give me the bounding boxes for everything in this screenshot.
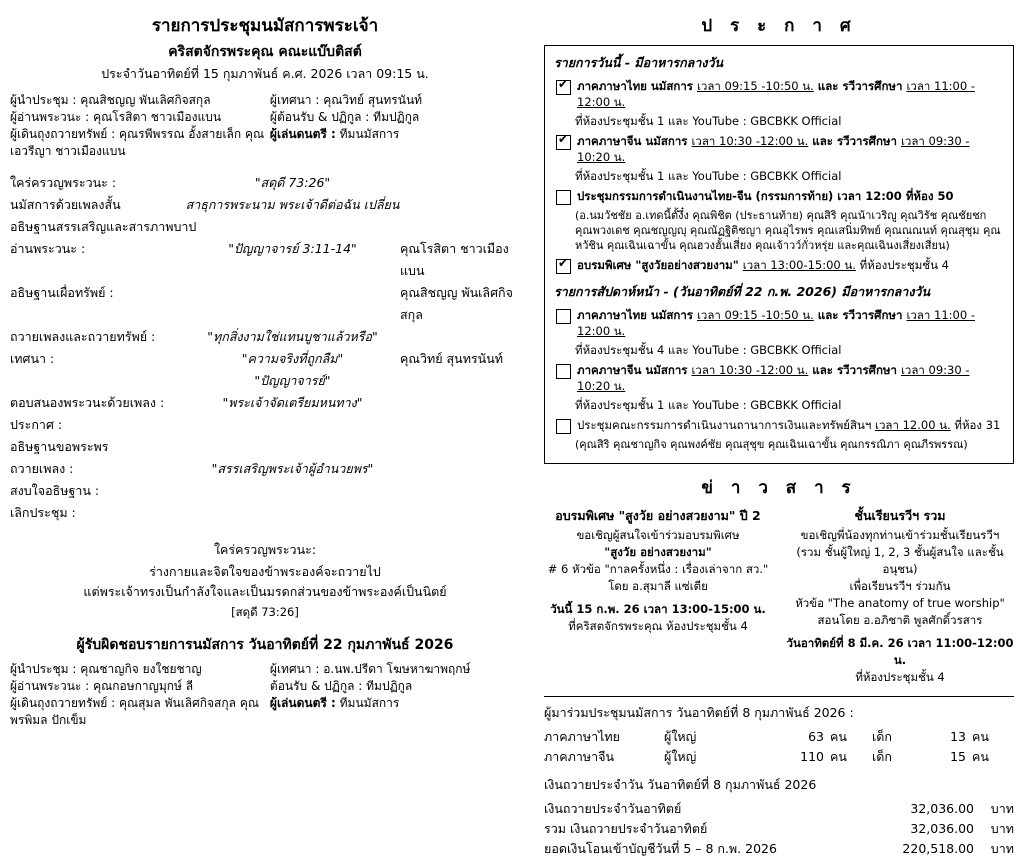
attendance-language: ภาคภาษาจีน <box>544 749 615 764</box>
program-row <box>10 172 520 194</box>
role-label: ผู้เดินถุงถวายทรัพย์ : <box>10 127 116 141</box>
announcement-item[interactable] <box>554 307 1004 339</box>
news-title: อบรมพิเศษ "สูงวัย อย่างสวยงาม" ปี 2 <box>555 508 761 523</box>
announcement-subtext: ที่ห้องประชุมชั้น 1 และ YouTube : GBCBKK Official <box>575 398 842 412</box>
news-line: ขอเชิญผู้สนใจเข้าร่วมอบรมพิเศษ <box>576 528 740 542</box>
announcements-heading: ป ร ะ ก า ศ <box>701 16 857 36</box>
program-label: เลิกประชุม : <box>10 505 76 520</box>
attendance-group: ผู้ใหญ่ <box>664 729 697 744</box>
role-label: ผู้เทศนา : <box>269 93 320 107</box>
offering-unit: บาท <box>990 821 1014 836</box>
program-detail: "ปัญญาจารย์" <box>254 373 331 388</box>
offering-row <box>544 839 1014 859</box>
church-name: คริสตจักรพระคุณ คณะแบ๊บติสต์ <box>168 44 362 60</box>
program-row <box>10 436 520 458</box>
offering-label: ยอดเงินโอนเข้าบัญชีวันที่ 5 – 8 ก.พ. 2026 <box>544 841 777 856</box>
offering-value: 32,036.00 <box>910 821 974 836</box>
attendance-row <box>544 747 1014 767</box>
announcement-text: และ รวีวารศึกษา <box>813 308 907 322</box>
news-title: ชั้นเรียนรวีฯ รวม <box>854 508 946 523</box>
role-label: ผู้นำประชุม : <box>10 662 77 676</box>
program-label: สงบใจอธิษฐาน : <box>10 483 100 498</box>
program-person: คุณวิทย์ สุนทรนันท์ <box>400 351 503 366</box>
role-row <box>10 109 520 126</box>
role-value: คุณโรสิตา ชาวเมืองแบน <box>93 110 222 124</box>
role-row <box>10 695 520 729</box>
offering-head: เงินถวายประจำวัน วันอาทิตย์ที่ 8 กุมภาพันธ์ 2026 <box>544 777 817 792</box>
news-line: เพื่อเรียนรวีฯ ร่วมกัน <box>849 579 951 593</box>
role-label: ผู้นำประชุม : <box>10 93 77 107</box>
offering-row <box>544 819 1014 839</box>
program-label: เทศนา : <box>10 351 55 366</box>
program-row <box>10 194 520 216</box>
roles-today <box>10 92 520 160</box>
meditation-line-1: ร่างกายและจิตใจของข้าพระองค์จะถวายไป <box>149 564 381 579</box>
attendance-group: ผู้ใหญ่ <box>664 749 697 764</box>
announcements-box <box>544 45 1014 464</box>
announcement-time: เวลา 11:00 - 12:00 น. <box>577 79 975 109</box>
role-value: คุณชาญกิจ ยงใชยชาญ <box>80 662 202 676</box>
offering-value: 32,036.00 <box>910 801 974 816</box>
program-label: อธิษฐานสรรเสริญและสารภาพบาป <box>10 219 197 234</box>
left-column <box>0 0 530 725</box>
service-datetime: ประจำวันอาทิตย์ที่ 15 กุมภาพันธ์ ค.ศ. 2026 เวลา 09:15 น. <box>101 66 429 81</box>
role-value: ทีมนมัสการ <box>339 127 400 141</box>
role-label: ผู้อ่านพระวนะ : <box>10 679 90 693</box>
news-line: ขอเชิญพี่น้องทุกท่านเข้าร่วมชั้นเรียนรวีฯ <box>800 528 1000 542</box>
checkbox-icon[interactable] <box>556 190 571 205</box>
checkbox-icon[interactable] <box>556 259 571 274</box>
program-row <box>10 480 520 502</box>
attendance-head: ผู้มาร่วมประชุมนมัสการ วันอาทิตย์ที่ 8 กุมภาพันธ์ 2026 : <box>544 705 854 720</box>
today-schedule-head: รายการวันนี้ - มีอาหารกลางวัน <box>554 55 724 70</box>
attendance-group-2: เด็ก <box>872 749 892 764</box>
offering-unit: บาท <box>990 801 1014 816</box>
program-label: อ่านพระวนะ : <box>10 241 86 256</box>
announcement-item[interactable] <box>554 257 1004 274</box>
program-row <box>10 414 520 436</box>
attendance-unit: คน <box>830 749 847 764</box>
offering-unit: บาท <box>990 841 1014 856</box>
news-line: "สูงวัย อย่างสวยงาม" <box>604 545 712 559</box>
role-label: ผู้เทศนา : <box>269 662 320 676</box>
announcement-text: และ รวีวารศึกษา <box>813 79 907 93</box>
role-value: คุณรพีพรรณ อั้งสายเล็ก คุณเอวรีญา ชาวเมืองแบน <box>10 127 265 158</box>
news-date: วันอาทิตย์ที่ 8 มี.ค. 26 เวลา 11:00-12:00 น. <box>786 636 1014 667</box>
program-detail: "ความจริงที่ถูกลืม" <box>241 351 344 366</box>
announcement-subtext: ที่ห้องประชุมชั้น 1 และ YouTube : GBCBKK Official <box>575 114 842 128</box>
program-row <box>10 370 520 392</box>
role-value: ทีมนมัสการ <box>339 696 400 710</box>
attendance-language: ภาคภาษาไทย <box>544 729 620 744</box>
announcement-time: เวลา 09:15 -10:50 น. <box>696 79 814 93</box>
announcement-text: และ รวีวารศึกษา <box>808 134 901 148</box>
program-detail: สาธุการพระนาม พระเจ้าดีต่อฉัน เปลี่ยน <box>185 197 400 212</box>
program-label: นมัสการด้วยเพลงสั้น <box>10 197 121 212</box>
program-row <box>10 348 520 370</box>
role-label: ต้อนรับ & ปฏิกูล : <box>269 679 363 693</box>
program-detail: "พระเจ้าจัดเตรียมหนทาง" <box>222 395 363 410</box>
role-label: ผู้ต้อนรับ & ปฏิกูล : <box>269 110 370 124</box>
program-detail: "สรรเสริญพระเจ้าผู้อำนวยพร" <box>211 461 374 476</box>
role-label: ผู้เดินถุงถวายทรัพย์ : <box>10 696 116 710</box>
role-row <box>10 678 520 695</box>
program-person: คุณสิชญญ พันเลิศกิจสกุล <box>400 285 513 322</box>
news-date: วันนี้ 15 ก.พ. 26 เวลา 13:00-15:00 น. <box>550 602 766 616</box>
announcement-text: และ รวีวารศึกษา <box>808 363 901 377</box>
attendance-unit: คน <box>830 729 847 744</box>
program-detail: "ทุกสิ่งงามใช่แทนบูชาแล้วหรือ" <box>207 329 378 344</box>
attendance-stats <box>544 703 1014 767</box>
role-label: ผู้อ่านพระวนะ : <box>10 110 90 124</box>
attendance-unit-2: คน <box>972 729 989 744</box>
meditation-head: ใคร่ครวญพระวนะ: <box>213 542 317 557</box>
announcement-time: เวลา 11:00 - 12:00 น. <box>577 308 975 338</box>
news-line: สอนโดย อ.อภิชาติ พูลศักดิ์วรสาร <box>817 613 983 627</box>
meditation-block <box>10 540 520 622</box>
role-value: อ.นพ.ปรีดา โฆษหาฆาพฤกษ์ <box>323 662 471 676</box>
right-column <box>534 0 1024 856</box>
news-place: ที่ห้องประชุมชั้น 4 <box>855 670 945 684</box>
attendance-count-2: 15 <box>950 749 966 764</box>
announcement-item[interactable] <box>554 417 1004 434</box>
divider <box>544 696 1014 697</box>
announcement-names: (คุณสิริ คุณชาญกิจ คุณพงค์ชัย คุณสุชุข คุณเฉินเฉาขั้น คุณกรรณิภา คุณภีรพรรณ) <box>575 438 968 451</box>
announcement-place: ที่ห้องประชุมชั้น 4 <box>855 258 949 272</box>
checkbox-icon[interactable] <box>556 80 571 95</box>
attendance-group-2: เด็ก <box>872 729 892 744</box>
announcement-subtext: ที่ห้องประชุมชั้น 1 และ YouTube : GBCBKK Official <box>575 169 842 183</box>
role-row <box>10 661 520 678</box>
offering-row <box>544 799 1014 819</box>
announcement-time: เวลา 13:00-15:00 น. <box>742 258 856 272</box>
role-value: คุณวิทย์ สุนทรนันท์ <box>323 93 423 107</box>
announcement-subtext: ที่ห้องประชุมชั้น 4 และ YouTube : GBCBKK Official <box>575 343 842 357</box>
attendance-unit-2: คน <box>972 749 989 764</box>
next-week-title: ผู้รับผิดชอบรายการนมัสการ วันอาทิตย์ที่ 22 กุมภาพันธ์ 2026 <box>76 637 454 653</box>
checkbox-icon[interactable] <box>556 135 571 150</box>
program-label: ประกาศ : <box>10 417 63 432</box>
announcement-item[interactable] <box>554 362 1004 394</box>
role-label: ผู้เล่นดนตรี : <box>269 696 336 710</box>
next-week-roles <box>10 634 520 729</box>
news-item <box>544 507 772 686</box>
offering-label: เงินถวายประจำวันอาทิตย์ <box>544 801 682 816</box>
role-value: คุณสิชญญ พันเลิศกิจสกุล <box>80 93 211 107</box>
program-detail: "สดุดี 73:26" <box>254 175 331 190</box>
attendance-row <box>544 727 1014 747</box>
program-row <box>10 502 520 524</box>
role-label: ผู้เล่นดนตรี : <box>269 127 336 141</box>
news-columns <box>544 507 1014 686</box>
news-line: (รวม ชั้นผู้ใหญ่ 1, 2, 3 ชั้นผู้สนใจ และชั้นอนุชน) <box>796 545 1004 576</box>
announcement-item[interactable] <box>554 78 1004 110</box>
program-row <box>10 392 520 414</box>
news-place: ที่คริสตจักรพระคุณ ห้องประชุมชั้น 4 <box>568 619 748 633</box>
announcement-text: ภาคภาษาไทย นมัสการ <box>577 79 697 93</box>
program-row <box>10 326 520 348</box>
announcement-names: (อ.นมวัชชัย อ.เทดนี้ตั้งึ๋ง คุณพิชิต (ประธานท้าย) คุณสิริ คุณน้าเวริญู คุณวิรัช คุณชัยชก คุณพวงเดช คุณชญญญุ คุณณัฏฐิติชญา คุณอุไรพร คุณเสนิ่มทิพย์ คุณณณนท์ คุณสุชุม คุณหวัชิน คุณเฉินเฉาขั้น คุณฮวงฮั้นเสี่ยง คุณเจ้าวว์กั่วหรุ่ย และคุณเฉินงเสี่ยงเสี่ยน) <box>575 209 1001 252</box>
program-label: ตอบสนองพระวนะด้วยเพลง : <box>10 395 165 410</box>
news-line: หัวข้อ "The anatomy of true worship" <box>795 596 1005 610</box>
announcement-time: เวลา 09:15 -10:50 น. <box>696 308 814 322</box>
role-value: คุณสุมล พันเลิศกิจสกุล คุณพรพิมล ปักเข็ม <box>10 696 259 727</box>
news-item <box>786 507 1014 686</box>
program-label: ถวายเพลงและถวายทรัพย์ : <box>10 329 156 344</box>
announcement-time: เวลา 10:30 -12:00 น. <box>691 363 809 377</box>
checkbox-icon[interactable] <box>556 419 571 434</box>
announcement-item[interactable] <box>554 133 1004 165</box>
program-row <box>10 238 520 282</box>
program-label: อธิษฐานเผื่อทรัพย์ : <box>10 285 114 300</box>
announcement-text: ประชุมคณะกรรมการดำเนินงานถานาการเงินและทรัพย์สินฯ <box>577 418 876 432</box>
meditation-line-2: แต่พระเจ้าทรงเป็นกำลังใจและเป็นมรดกส่วนของข้าพระองค์เป็นนิตย์ <box>83 584 447 599</box>
news-line: โดย อ.สุมาลี แซ่เตีย <box>608 579 708 593</box>
program-label: ใคร่ครวญพระวนะ : <box>10 175 117 190</box>
announcement-text: ภาคภาษาจีน นมัสการ <box>577 134 692 148</box>
news-line: # 6 หัวข้อ "กาลครั้งหนึ่ง : เรื่องเล่าจาก สว." <box>547 562 769 576</box>
checkbox-icon[interactable] <box>556 309 571 324</box>
announcement-time: เวลา 09:30 - 10:20 น. <box>577 134 970 164</box>
announcement-time: เวลา 09:30 - 10:20 น. <box>577 363 970 393</box>
announcement-text: ประชุมกรรมการดำเนินงานไทย-จีน (กรรมการท้าย) เวลา 12:00 ที่ห้อง 50 <box>577 189 954 203</box>
announcement-time: เวลา 10:30 -12:00 น. <box>691 134 809 148</box>
program-label: ถวายเพลง : <box>10 461 74 476</box>
announcement-place: ที่ห้อง 31 <box>950 418 1001 432</box>
role-value: ทีมปฏิกูล <box>366 679 413 693</box>
announcement-item[interactable] <box>554 188 1004 205</box>
program-row <box>10 282 520 326</box>
announcement-text: ภาคภาษาไทย นมัสการ <box>577 308 697 322</box>
program-row <box>10 458 520 480</box>
page-title: รายการประชุมนมัสการพระเจ้า <box>151 16 379 36</box>
program-person: คุณโรสิตา ชาวเมืองแบน <box>400 241 509 278</box>
program-label: อธิษฐานขอพระพร <box>10 439 109 454</box>
offering-value: 220,518.00 <box>902 841 974 856</box>
announcement-time: เวลา 12.00 น. <box>875 418 951 432</box>
news-heading: ข่ า ว ส า ร <box>701 478 857 498</box>
role-value: คุณกอษกาญมุกษ์ ลี <box>93 679 194 693</box>
role-row <box>10 126 520 160</box>
announcement-text: ภาคภาษาจีน นมัสการ <box>577 363 692 377</box>
offering-stats <box>544 775 1014 859</box>
program-detail: "ปัญญาจารย์ 3:11-14" <box>228 241 357 256</box>
offering-label: รวม เงินถวายประจำวันอาทิตย์ <box>544 821 708 836</box>
attendance-count-2: 13 <box>950 729 966 744</box>
announcement-text: อบรมพิเศษ "สูงวัยอย่างสวยงาม" <box>577 258 743 272</box>
role-value: ทีมปฏิกูล <box>373 110 420 124</box>
next-week-schedule-head: รายการสัปดาห์หน้า - (วันอาทิตย์ที่ 22 ก.พ. 2026) มีอาหารกลางวัน <box>554 284 930 299</box>
checkbox-icon[interactable] <box>556 364 571 379</box>
meditation-reference: [สดุดี 73:26] <box>231 605 299 619</box>
role-row <box>10 92 520 109</box>
attendance-count: 110 <box>800 749 824 764</box>
program-row <box>10 216 520 238</box>
attendance-count: 63 <box>808 729 824 744</box>
program-list <box>10 172 520 524</box>
